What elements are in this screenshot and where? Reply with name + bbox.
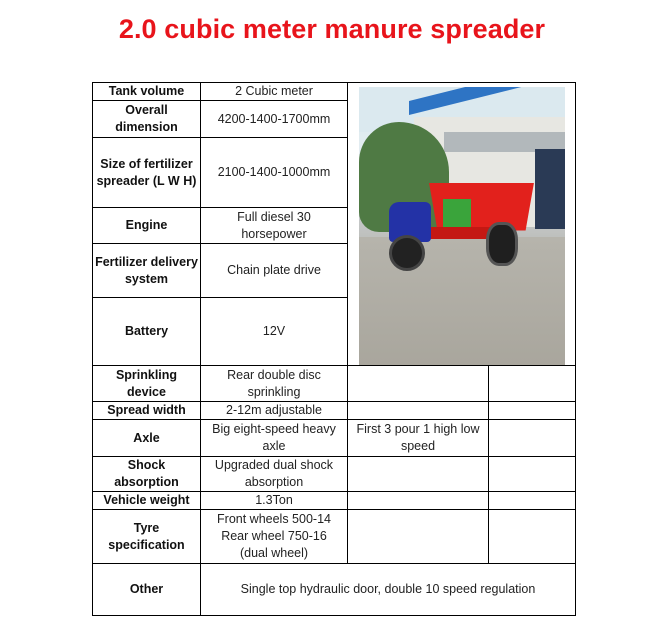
spec-label: Size of fertilizer spreader (L W H) bbox=[93, 138, 201, 208]
spec-value: 1.3Ton bbox=[201, 492, 348, 510]
spec-extra bbox=[348, 402, 489, 420]
table-row bbox=[93, 366, 576, 402]
spec-label: Spread width bbox=[93, 402, 201, 420]
spec-empty bbox=[489, 510, 576, 564]
spec-value: 12V bbox=[201, 298, 348, 366]
product-photo bbox=[359, 87, 565, 365]
table-row bbox=[93, 492, 576, 510]
spec-label: Sprinkling device bbox=[93, 366, 201, 402]
spec-label: Other bbox=[93, 564, 201, 616]
spec-empty bbox=[489, 492, 576, 510]
spec-extra: First 3 pour 1 high low speed bbox=[348, 420, 489, 457]
spec-label: Vehicle weight bbox=[93, 492, 201, 510]
table-row bbox=[93, 420, 576, 457]
spec-label: Tank volume bbox=[93, 83, 201, 101]
table-row bbox=[93, 83, 576, 101]
table-row bbox=[93, 402, 576, 420]
spec-label: Axle bbox=[93, 420, 201, 457]
spec-value: Upgraded dual shock absorption bbox=[201, 457, 348, 492]
spec-value: Single top hydraulic door, double 10 speed regulation bbox=[201, 564, 576, 616]
spec-extra bbox=[348, 457, 489, 492]
spec-value: Full diesel 30 horsepower bbox=[201, 208, 348, 244]
spec-label: Battery bbox=[93, 298, 201, 366]
spec-empty bbox=[489, 402, 576, 420]
spec-extra bbox=[348, 492, 489, 510]
spec-extra bbox=[348, 366, 489, 402]
spec-value: 4200-1400-1700mm bbox=[201, 101, 348, 138]
spec-table bbox=[92, 82, 576, 616]
spec-value: Chain plate drive bbox=[201, 244, 348, 298]
spec-empty bbox=[489, 457, 576, 492]
spec-empty bbox=[489, 420, 576, 457]
spec-value: Front wheels 500-14 Rear wheel 750-16 (dual wheel) bbox=[201, 510, 348, 564]
spec-label: Fertilizer delivery system bbox=[93, 244, 201, 298]
spec-extra bbox=[348, 510, 489, 564]
spec-label: Overall dimension bbox=[93, 101, 201, 138]
spec-empty bbox=[489, 366, 576, 402]
page-title: 2.0 cubic meter manure spreader bbox=[118, 14, 546, 44]
spec-label: Shock absorption bbox=[93, 457, 201, 492]
spec-value: Rear double disc sprinkling bbox=[201, 366, 348, 402]
table-row bbox=[93, 564, 576, 616]
spec-value: 2 Cubic meter bbox=[201, 83, 348, 101]
spec-value: Big eight-speed heavy axle bbox=[201, 420, 348, 457]
spec-label: Tyre specification bbox=[93, 510, 201, 564]
spec-value: 2-12m adjustable bbox=[201, 402, 348, 420]
spec-label: Engine bbox=[93, 208, 201, 244]
table-row bbox=[93, 457, 576, 492]
product-image-cell bbox=[348, 83, 576, 366]
table-row bbox=[93, 510, 576, 564]
spec-value: 2100-1400-1000mm bbox=[201, 138, 348, 208]
